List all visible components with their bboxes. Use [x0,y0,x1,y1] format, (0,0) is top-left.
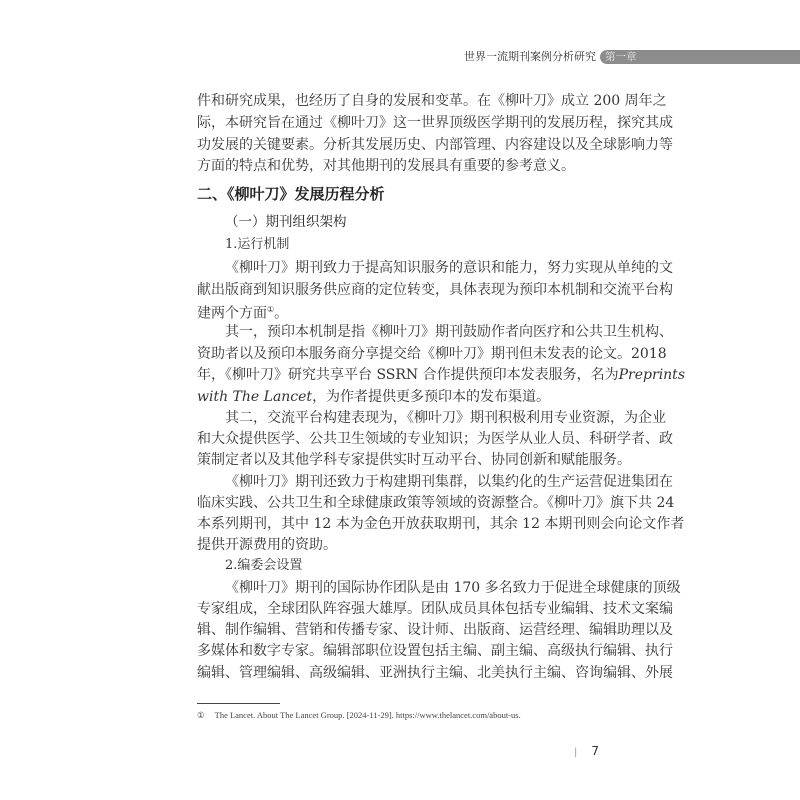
footnote [197,709,521,721]
body-text: 建两个方面 [197,305,267,322]
footnote-marker: ① [197,710,205,720]
body-line: 临床实践、公共卫生和全球健康政策等领域的资源整合。《柳叶刀》旗下共 24 [197,495,675,511]
body-line: 其一，预印本机制是指《柳叶刀》期刊鼓励作者向医疗和公共卫生机构、 [225,324,673,340]
body-line [197,300,600,320]
body-line [197,365,685,385]
body-line: 提供开源费用的资助。 [197,537,337,553]
italic-title: with The Lancet [197,389,313,405]
item-heading: 1.运行机制 [225,237,290,252]
body-line: 资助者以及预印本服务商分享提交给《柳叶刀》期刊但未发表的论文。2018 [197,346,667,362]
body-line: 《柳叶刀》期刊的国际协作团队是由 170 多名致力于促进全球健康的顶级 [225,580,681,596]
body-line: 献出版商到知识服务供应商的定位转变，具体表现为预印本机制和交流平台构 [197,282,673,298]
chapter-label: 第一章 [605,51,637,63]
page-footer [574,744,599,758]
body-text: ，为作者提供更多预印本的发布渠道。 [312,389,551,405]
body-line: 策制定者以及其他学科专家提供实时互动平台、协同创新和赋能服务。 [197,452,631,468]
body-line [197,387,600,407]
body-line: 《柳叶刀》期刊致力于提高知识服务的意识和能力，努力实现从单纯的文 [225,260,673,276]
running-header-title: 世界一流期刊案例分析研究 [464,50,596,63]
body-line: 功发展的关键要素。分析其发展历史、内部管理、内容建设以及全球影响力等 [197,137,673,153]
italic-title: Preprints [618,367,685,383]
page-number: 7 [591,744,600,758]
subsection-heading: （一）期刊组织架构 [225,214,347,230]
body-line: 本系列期刊，其中 12 本为金色开放获取期刊，其余 12 本期刊则会向论文作者 [197,516,685,532]
page-separator: | [574,747,578,758]
body-line: 编辑、管理编辑、高级编辑、亚洲执行主编、北美执行主编、咨询编辑、外展 [197,665,673,681]
footnote-divider [197,703,280,704]
body-text: 年，《柳叶刀》研究共享平台 SSRN 合作提供预印本发表服务，名为 [197,367,619,383]
footnote-text: The Lancet. About The Lancet Group. [2024-11-29]. https://www.thelancet.com/about-us. [214,710,521,720]
body-line: 辑、制作编辑、营销和传播专家、设计师、出版商、运营经理、编辑助理以及 [197,622,673,638]
body-line: 和大众提供医学、公共卫生领域的专业知识；为医学从业人员、科研学者、政 [197,431,673,447]
body-line: 际，本研究旨在通过《柳叶刀》这一世界顶级医学期刊的发展历程，探究其成 [197,115,673,131]
section-heading: 二、《柳叶刀》发展历程分析 [197,185,385,203]
body-line: 《柳叶刀》期刊还致力于构建期刊集群，以集约化的生产运营促进集团在 [225,474,673,490]
body-line: 方面的特点和优势，对其他期刊的发展具有重要的参考意义。 [197,158,575,174]
body-line: 件和研究成果，也经历了自身的发展和变革。在《柳叶刀》成立 200 周年之 [197,93,667,109]
chapter-tab [600,50,800,64]
body-text: 。 [274,305,289,322]
footnote-ref[interactable]: ① [267,305,275,314]
body-line: 多媒体和数字专家。编辑部职位设置包括主编、副主编、高级执行编辑、执行 [197,643,673,659]
body-line: 其二，交流平台构建表现为，《柳叶刀》期刊积极利用专业资源，为企业 [225,410,666,426]
body-line: 专家组成，全球团队阵容强大雄厚。团队成员具体包括专业编辑、技术文案编 [197,601,673,617]
item-heading: 2.编委会设置 [225,558,303,573]
